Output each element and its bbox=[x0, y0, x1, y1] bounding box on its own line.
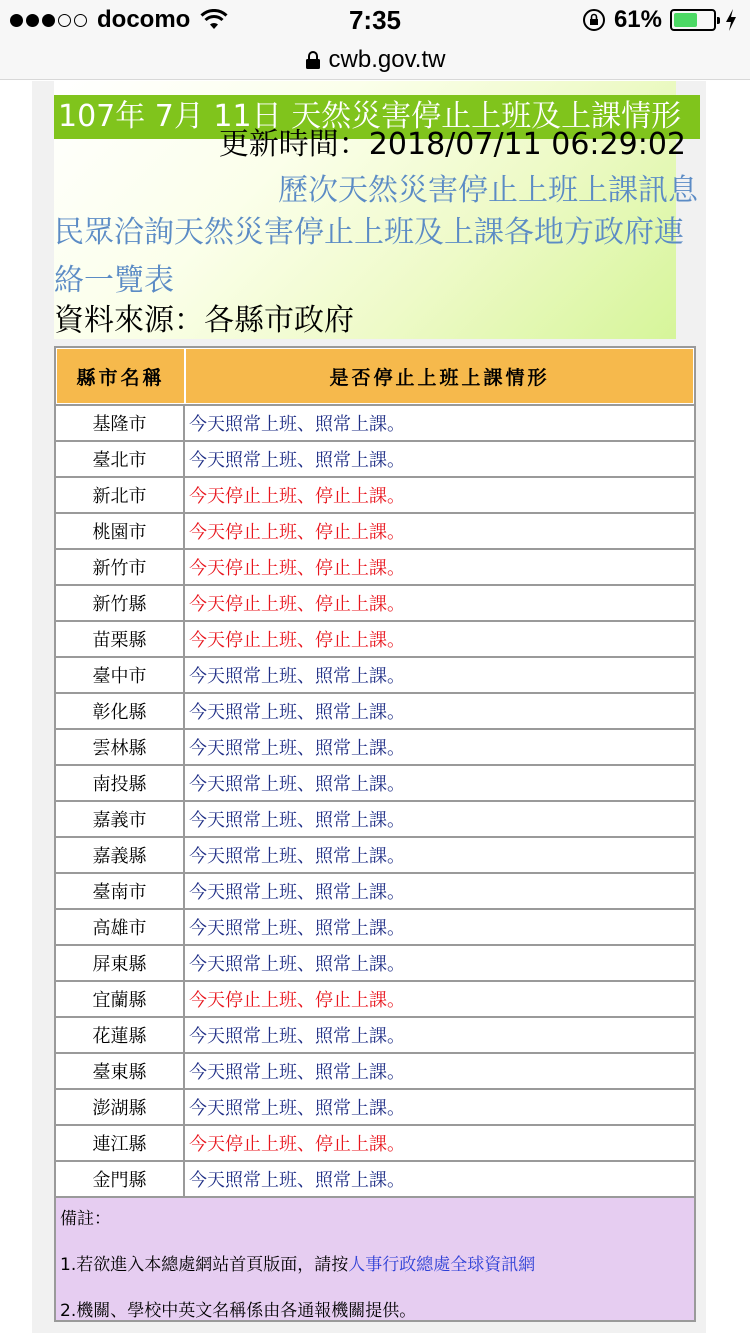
status-bar bbox=[0, 0, 750, 40]
update-time: 更新時間：2018/07/11 06:29:02 bbox=[218, 127, 686, 162]
table-row bbox=[56, 1124, 694, 1160]
table-row bbox=[56, 620, 694, 656]
city-name-cell: 臺東縣 bbox=[56, 1054, 185, 1088]
battery-icon bbox=[670, 9, 716, 31]
clock: 7:35 bbox=[348, 5, 402, 35]
column-header-city: 縣市名稱 bbox=[56, 348, 185, 404]
status-cell: 今天停止上班、停止上課。 bbox=[189, 486, 405, 507]
table-row bbox=[56, 944, 694, 980]
table-row bbox=[56, 584, 694, 620]
note-line-1 bbox=[60, 1250, 535, 1275]
status-cell: 今天照常上班、照常上課。 bbox=[189, 846, 405, 867]
status-cell: 今天照常上班、照常上課。 bbox=[189, 954, 405, 975]
status-cell: 今天照常上班、照常上課。 bbox=[189, 738, 405, 759]
status-cell: 今天照常上班、照常上課。 bbox=[189, 1170, 405, 1191]
notes-heading: 備註： bbox=[60, 1209, 111, 1229]
status-cell: 今天停止上班、停止上課。 bbox=[189, 594, 405, 615]
city-name-cell: 高雄市 bbox=[56, 910, 185, 944]
table-row bbox=[56, 764, 694, 800]
url-domain: cwb.gov.tw bbox=[328, 45, 446, 73]
city-name-cell: 嘉義縣 bbox=[56, 838, 185, 872]
page-content bbox=[32, 81, 706, 1333]
note-line-2: 2.機關、學校中英文名稱係由各通報機關提供。 bbox=[60, 1301, 417, 1321]
notes-box bbox=[54, 1196, 696, 1322]
table-row bbox=[56, 1088, 694, 1124]
city-name-cell: 金門縣 bbox=[56, 1162, 185, 1196]
history-link[interactable]: 歷次天然災害停止上班上課訊息 bbox=[278, 173, 698, 208]
table-row bbox=[56, 872, 694, 908]
city-name-cell: 桃園市 bbox=[56, 514, 185, 548]
city-name-cell: 連江縣 bbox=[56, 1126, 185, 1160]
table-row bbox=[56, 1016, 694, 1052]
city-name-cell: 新北市 bbox=[56, 478, 185, 512]
contacts-link[interactable]: 民眾洽詢天然災害停止上班及上課各地方政府連絡一覽表 bbox=[54, 215, 684, 298]
data-source: 資料來源：各縣市政府 bbox=[54, 303, 354, 338]
status-cell: 今天照常上班、照常上課。 bbox=[189, 1026, 405, 1047]
table-row bbox=[56, 656, 694, 692]
table-row bbox=[56, 440, 694, 476]
table-row bbox=[56, 1160, 694, 1196]
status-cell: 今天照常上班、照常上課。 bbox=[189, 414, 405, 435]
lock-icon bbox=[305, 50, 321, 70]
city-name-cell: 新竹縣 bbox=[56, 586, 185, 620]
table-header bbox=[56, 348, 694, 404]
status-cell: 今天照常上班、照常上課。 bbox=[189, 918, 405, 939]
city-name-cell: 基隆市 bbox=[56, 406, 185, 440]
city-name-cell: 宜蘭縣 bbox=[56, 982, 185, 1016]
table-row bbox=[56, 728, 694, 764]
status-cell: 今天照常上班、照常上課。 bbox=[189, 1098, 405, 1119]
address-bar[interactable] bbox=[0, 40, 750, 80]
city-name-cell: 臺中市 bbox=[56, 658, 185, 692]
city-name-cell: 苗栗縣 bbox=[56, 622, 185, 656]
status-cell: 今天照常上班、照常上課。 bbox=[189, 882, 405, 903]
rotation-lock-icon bbox=[582, 8, 606, 32]
status-cell: 今天停止上班、停止上課。 bbox=[189, 990, 405, 1011]
status-cell: 今天停止上班、停止上課。 bbox=[189, 558, 405, 579]
table-row bbox=[56, 404, 694, 440]
note-line-1-text: 1.若欲進入本總處網站首頁版面，請按 bbox=[60, 1255, 349, 1275]
city-name-cell: 嘉義市 bbox=[56, 802, 185, 836]
city-name-cell: 彰化縣 bbox=[56, 694, 185, 728]
column-header-status: 是否停止上班上課情形 bbox=[185, 348, 694, 404]
table-row bbox=[56, 548, 694, 584]
status-cell: 今天停止上班、停止上課。 bbox=[189, 630, 405, 651]
table-row bbox=[56, 800, 694, 836]
carrier-name: docomo bbox=[97, 6, 191, 33]
status-cell: 今天照常上班、照常上課。 bbox=[189, 666, 405, 687]
table-row bbox=[56, 980, 694, 1016]
city-name-cell: 屏東縣 bbox=[56, 946, 185, 980]
status-cell: 今天照常上班、照常上課。 bbox=[189, 1062, 405, 1083]
battery-percentage: 61% bbox=[613, 6, 662, 33]
city-name-cell: 臺南市 bbox=[56, 874, 185, 908]
city-name-cell: 臺北市 bbox=[56, 442, 185, 476]
table-row bbox=[56, 512, 694, 548]
table-row bbox=[56, 908, 694, 944]
status-cell: 今天停止上班、停止上課。 bbox=[189, 1134, 405, 1155]
charging-bolt-icon bbox=[724, 8, 738, 32]
city-name-cell: 新竹市 bbox=[56, 550, 185, 584]
status-cell: 今天照常上班、照常上課。 bbox=[189, 774, 405, 795]
page-title: 107年 7月 11日 天然災害停止上班及上課情形 bbox=[54, 95, 700, 139]
status-cell: 今天照常上班、照常上課。 bbox=[189, 702, 405, 723]
table-row bbox=[56, 692, 694, 728]
dgpa-website-link[interactable]: 人事行政總處全球資訊網 bbox=[348, 1255, 536, 1275]
city-name-cell: 南投縣 bbox=[56, 766, 185, 800]
table-row bbox=[56, 476, 694, 512]
status-cell: 今天照常上班、照常上課。 bbox=[189, 450, 405, 471]
city-name-cell: 雲林縣 bbox=[56, 730, 185, 764]
table-row bbox=[56, 1052, 694, 1088]
city-name-cell: 花蓮縣 bbox=[56, 1018, 185, 1052]
city-name-cell: 澎湖縣 bbox=[56, 1090, 185, 1124]
status-table bbox=[54, 346, 696, 1198]
status-cell: 今天停止上班、停止上課。 bbox=[189, 522, 405, 543]
table-row bbox=[56, 836, 694, 872]
status-cell: 今天照常上班、照常上課。 bbox=[189, 810, 405, 831]
